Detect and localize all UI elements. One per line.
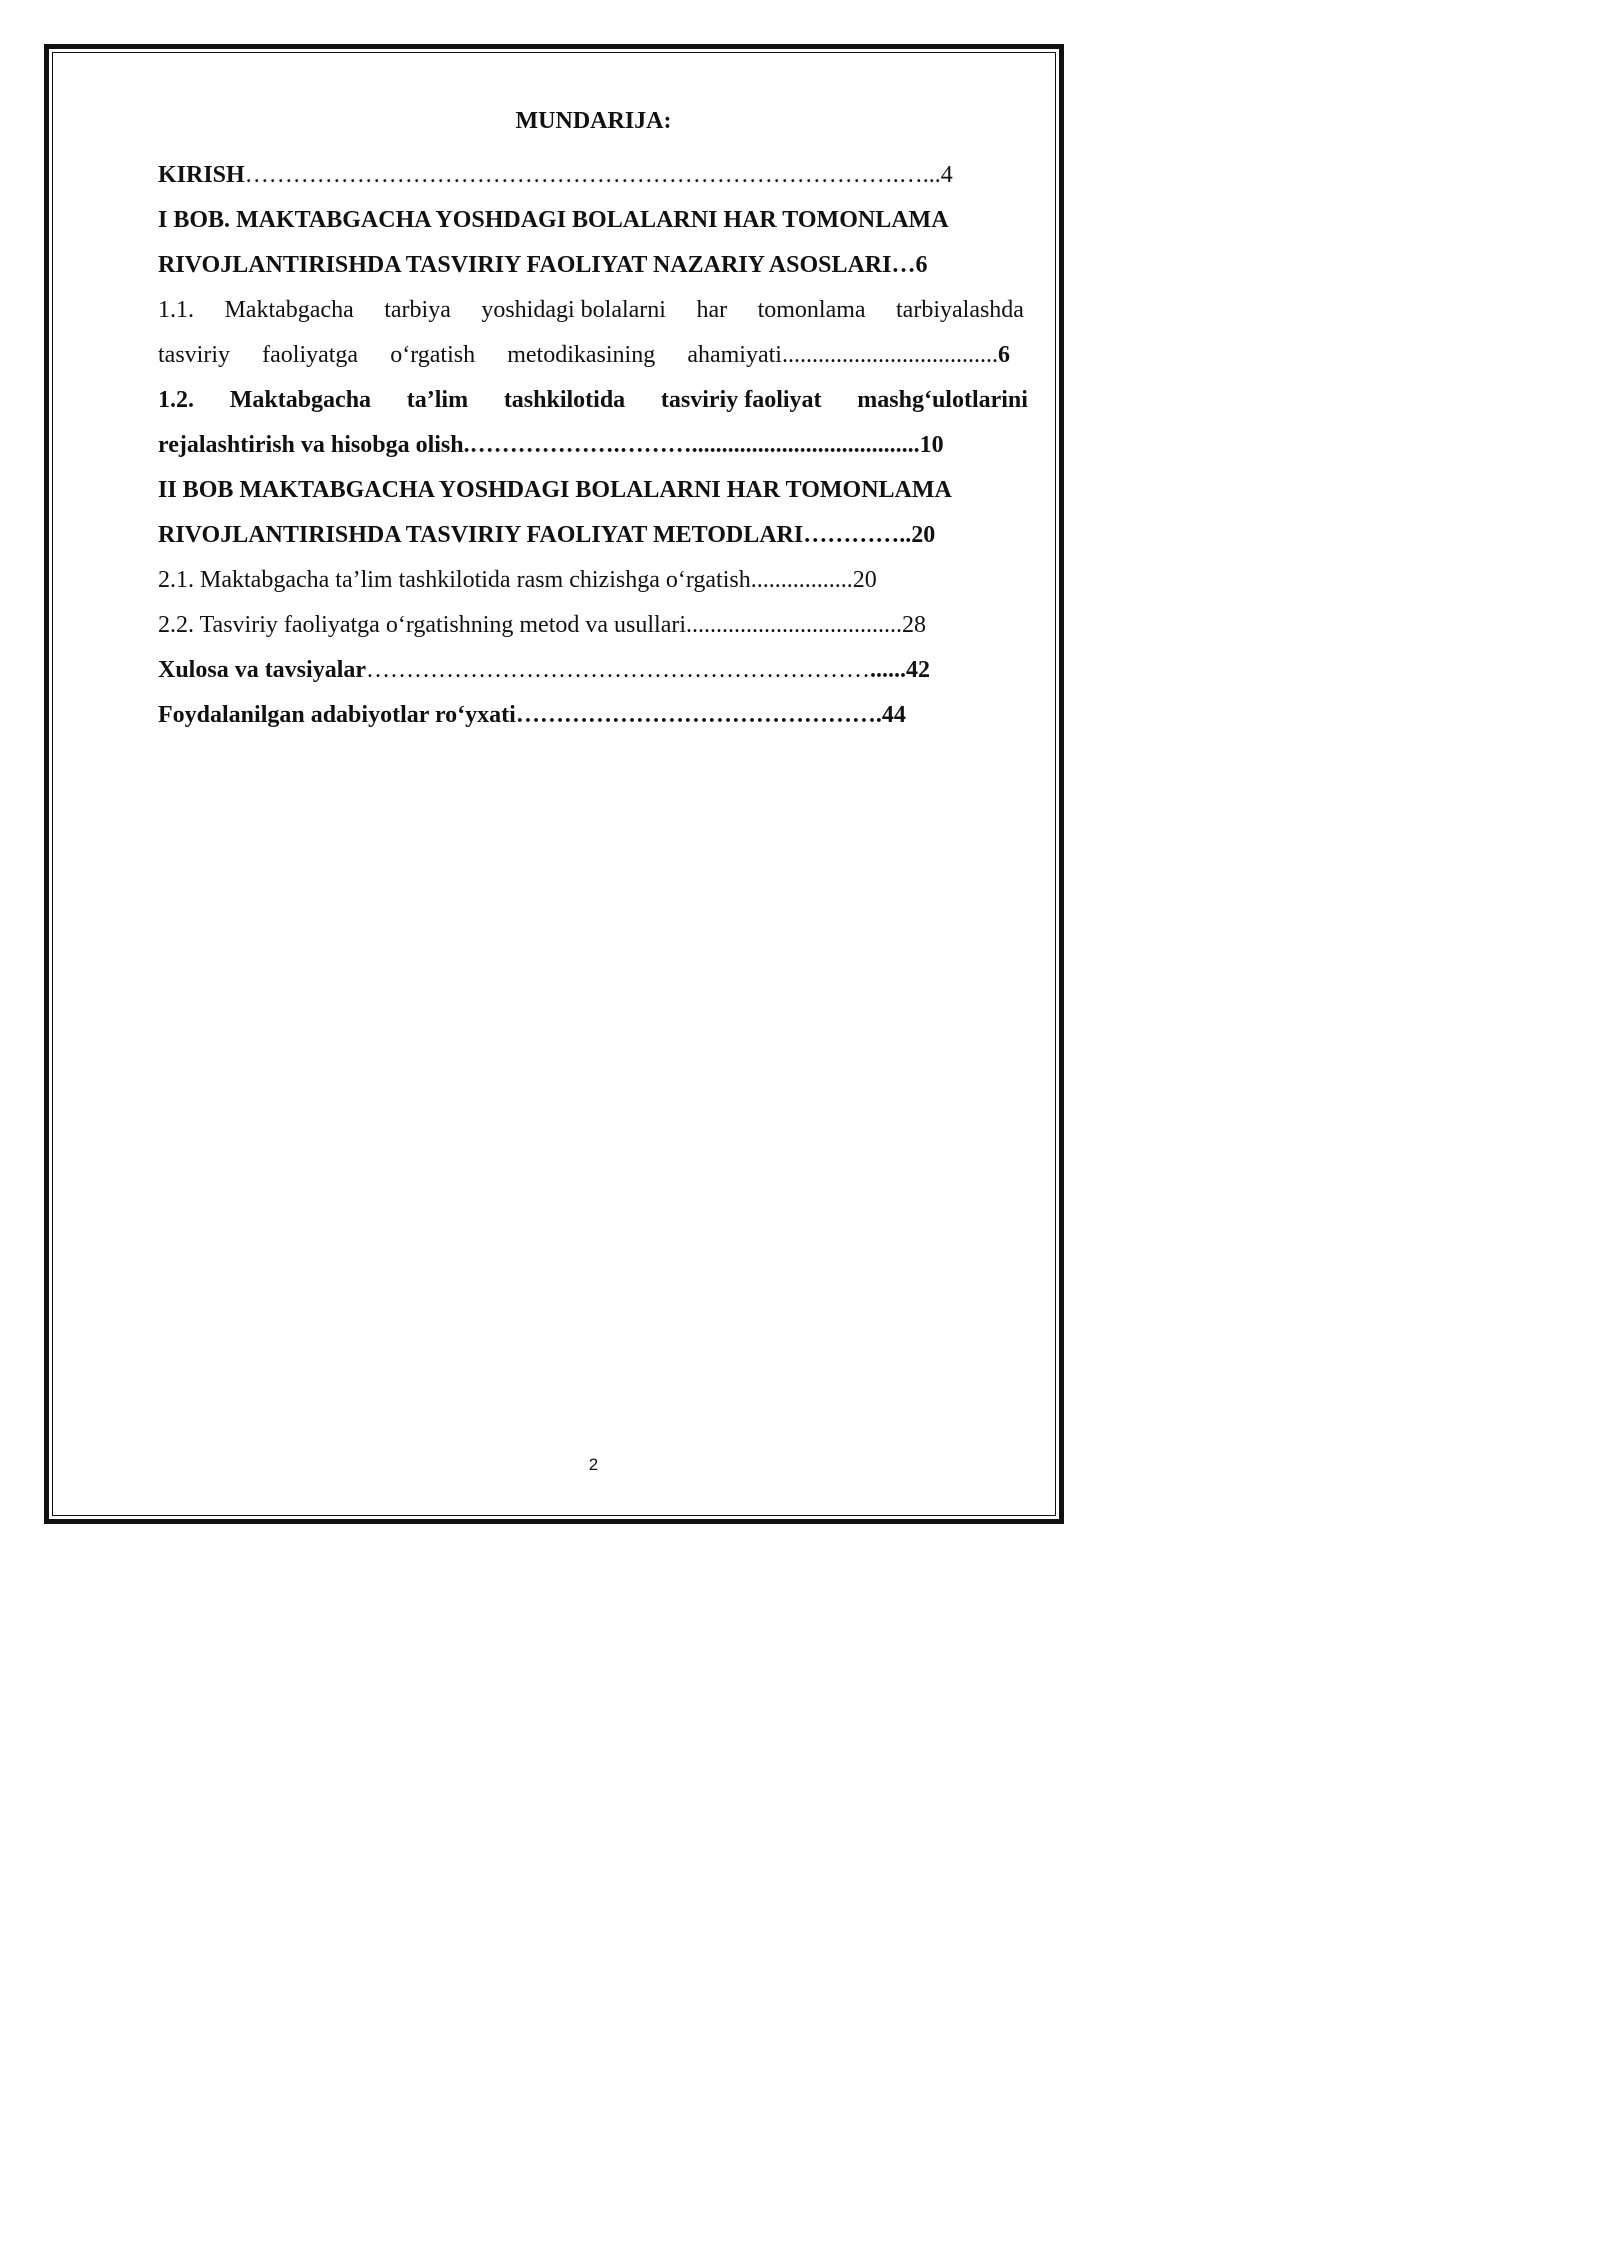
toc-word: tarbiya xyxy=(384,297,451,323)
toc-entry-xulosa xyxy=(158,655,930,685)
toc-entry-foydalanilgan: Foydalanilgan adabiyotlar ro‘yxati……………………………………….44 xyxy=(158,702,906,728)
toc-word: tarbiyalashda xyxy=(896,297,1024,323)
toc-word: yoshidagi bolalarni xyxy=(481,297,666,323)
page-number: 2 xyxy=(588,1455,599,1474)
toc-word: o‘rgatish xyxy=(390,342,476,368)
toc-word: Maktabgacha xyxy=(224,297,354,323)
toc-xulosa-leader: ……………………………………………………… xyxy=(366,657,871,683)
toc-word: metodikasining xyxy=(507,342,656,368)
toc-kirish-page: 4 xyxy=(940,162,953,188)
toc-word: har xyxy=(696,297,728,323)
toc-section-1-1-line2 xyxy=(158,340,1010,370)
toc-word: tashkilotida xyxy=(503,387,626,413)
toc-section-1-2-line1 xyxy=(158,385,1028,415)
toc-kirish-leader: ……………………………………………………………………….…... xyxy=(244,162,941,188)
toc-word: 1.2. xyxy=(158,387,194,413)
toc-section-2-2: 2.2. Tasviriy faoliyatga o‘rgatishning metod va usullari....................................28 xyxy=(158,612,926,638)
toc-entry-kirish xyxy=(158,160,953,190)
toc-kirish-label: KIRISH xyxy=(158,162,245,188)
toc-word: tasviriy faoliyat xyxy=(660,387,822,413)
toc-bob2-line1: II BOB MAKTABGACHA YOSHDAGI BOLALARNI HAR TOMONLAMA xyxy=(158,477,952,503)
toc-word: tomonlama xyxy=(757,297,866,323)
toc-word: ahamiyati.................................... xyxy=(687,342,998,368)
toc-word: Maktabgacha xyxy=(229,387,372,413)
toc-section-2-1: 2.1. Maktabgacha ta’lim tashkilotida rasm chizishga o‘rgatish.................20 xyxy=(158,567,877,593)
toc-bob1-line1: I BOB. MAKTABGACHA YOSHDAGI BOLALARNI HAR TOMONLAMA xyxy=(158,207,949,233)
toc-section-1-1-page: 6 xyxy=(997,342,1010,368)
toc-xulosa-page: ......42 xyxy=(870,657,931,683)
toc-word: mashg‘ulotlarini xyxy=(857,387,1028,413)
toc-word: tasviriy xyxy=(158,342,230,368)
toc-section-1-2-line2: rejalashtirish va hisobga olish.……………….………......................................10 xyxy=(158,432,944,458)
toc-word: 1.1. xyxy=(158,297,194,323)
toc-bob1-line2: RIVOJLANTIRISHDA TASVIRIY FAOLIYAT NAZARIY ASOSLARI…6 xyxy=(158,252,928,278)
toc-bob2-line2: RIVOJLANTIRISHDA TASVIRIY FAOLIYAT METODLARI…………..20 xyxy=(158,522,936,548)
toc-xulosa-label: Xulosa va tavsiyalar xyxy=(158,657,367,683)
toc-title: MUNDARIJA: xyxy=(515,108,672,134)
toc-word: ta’lim xyxy=(406,387,469,413)
toc-word: faoliyatga xyxy=(262,342,359,368)
toc-section-1-1-line1 xyxy=(158,295,1024,325)
